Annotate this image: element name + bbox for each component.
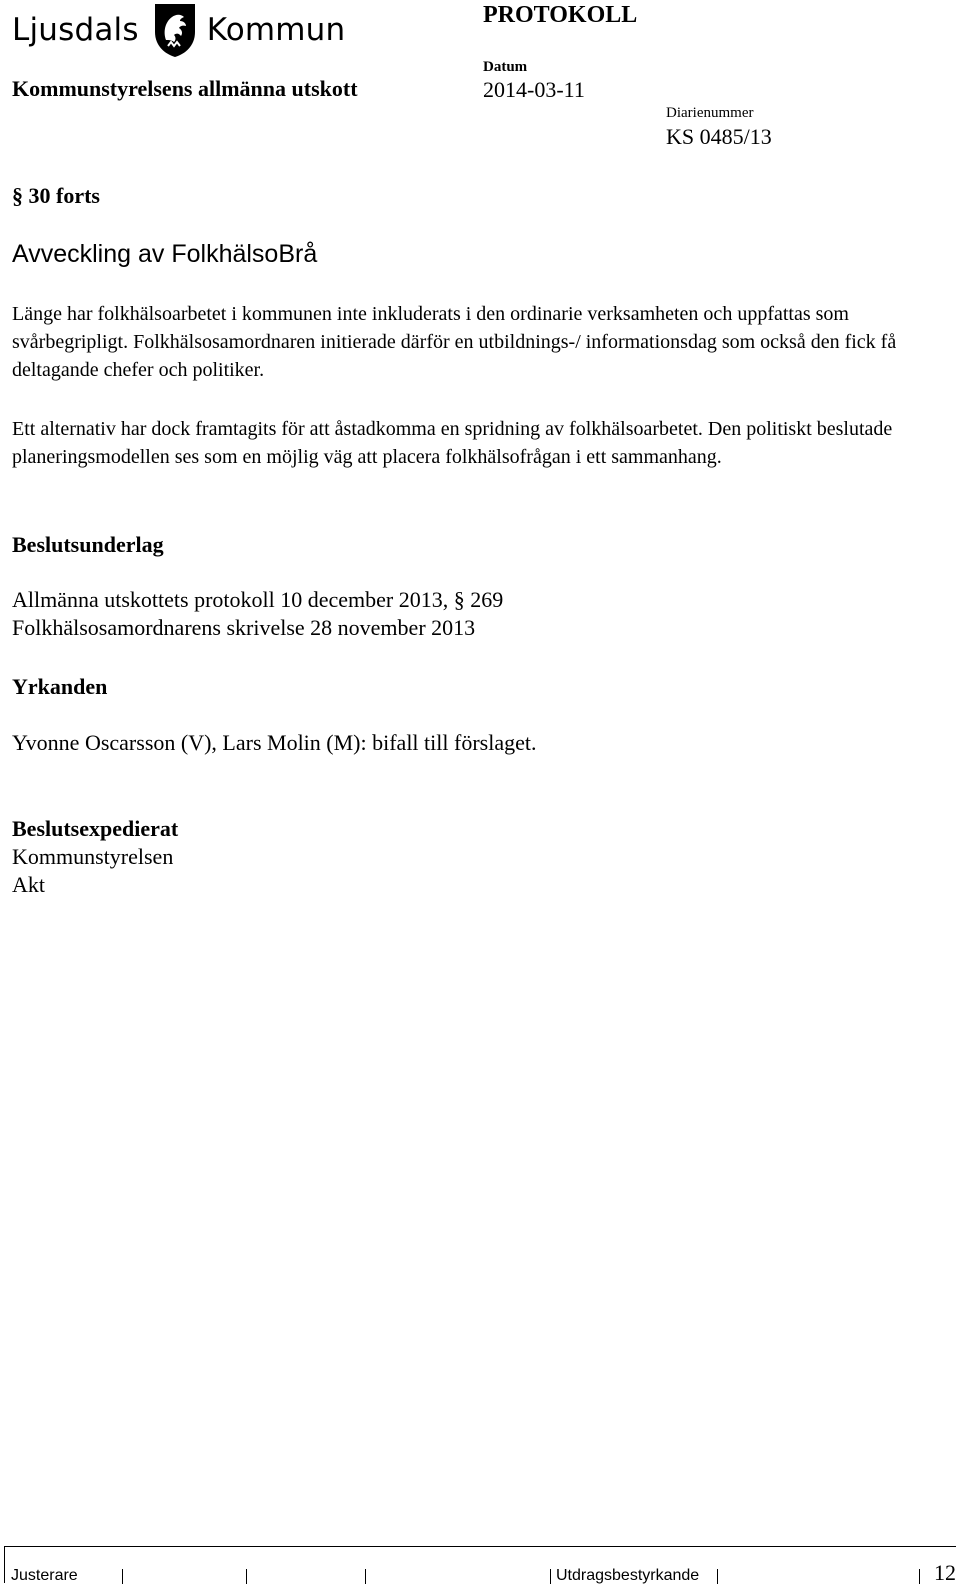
body-paragraph-2: Ett alternativ har dock framtagits för att åstadkomma en spridning av folkhälsoarbetet. Den politiskt beslutade planeringsmodellen ses som en möjlig väg att placera folkhälsofrågan i ett sammanhang. xyxy=(12,418,893,468)
registration-number-label: Diarienummer xyxy=(666,105,754,121)
signature-box-divider xyxy=(122,1569,123,1584)
beslutsexpedierat-block xyxy=(12,815,952,899)
yrkanden-heading: Yrkanden xyxy=(12,674,108,699)
date-label: Datum xyxy=(483,59,528,75)
document-type: PROTOKOLL xyxy=(483,2,638,28)
beslutsexpedierat-item: Kommunstyrelsen xyxy=(12,844,174,869)
beslutsunderlag-item: Allmänna utskottets protokoll 10 december 2013, § 269 xyxy=(12,587,504,612)
registration-number-value: KS 0485/13 xyxy=(666,124,772,149)
beslutsexpedierat-heading: Beslutsexpedierat xyxy=(12,816,179,841)
signature-box-divider xyxy=(365,1569,366,1584)
yrkanden-text: Yvonne Oscarsson (V), Lars Molin (M): bifall till förslaget. xyxy=(12,730,537,755)
beslutsunderlag-list xyxy=(12,586,952,642)
signature-box-divider xyxy=(717,1569,718,1584)
coat-of-arms-icon xyxy=(153,2,197,58)
committee-name: Kommunstyrelsens allmänna utskott xyxy=(12,76,358,101)
beslutsunderlag-heading: Beslutsunderlag xyxy=(12,532,164,557)
signature-footer xyxy=(4,1546,956,1583)
date-value: 2014-03-11 xyxy=(483,77,585,102)
logo-word-left: Ljusdals xyxy=(12,12,139,48)
beslutsexpedierat-item: Akt xyxy=(12,872,45,897)
paragraph-heading: § 30 forts xyxy=(12,183,100,208)
page-number: 12 xyxy=(934,1560,956,1585)
section-title: Avveckling av FolkhälsoBrå xyxy=(12,240,318,268)
municipality-logo xyxy=(12,2,345,58)
signature-box-divider xyxy=(550,1569,551,1584)
signature-box-divider xyxy=(919,1569,920,1584)
logo-word-right: Kommun xyxy=(206,12,346,48)
body-paragraph-1: Länge har folkhälsoarbetet i kommunen inte inkluderats i den ordinarie verksamheten och uppfattas som svårbegripligt. Folkhälsosamordnaren initierade därför en utbildnings-/ informationsdag som också den fick få deltagande chefer och politiker. xyxy=(12,303,897,381)
beslutsunderlag-item: Folkhälsosamordnarens skrivelse 28 november 2013 xyxy=(12,615,476,640)
utdragsbestyrkande-label: Utdragsbestyrkande xyxy=(556,1567,700,1584)
signature-box-divider xyxy=(246,1569,247,1584)
justerare-label: Justerare xyxy=(11,1567,78,1584)
